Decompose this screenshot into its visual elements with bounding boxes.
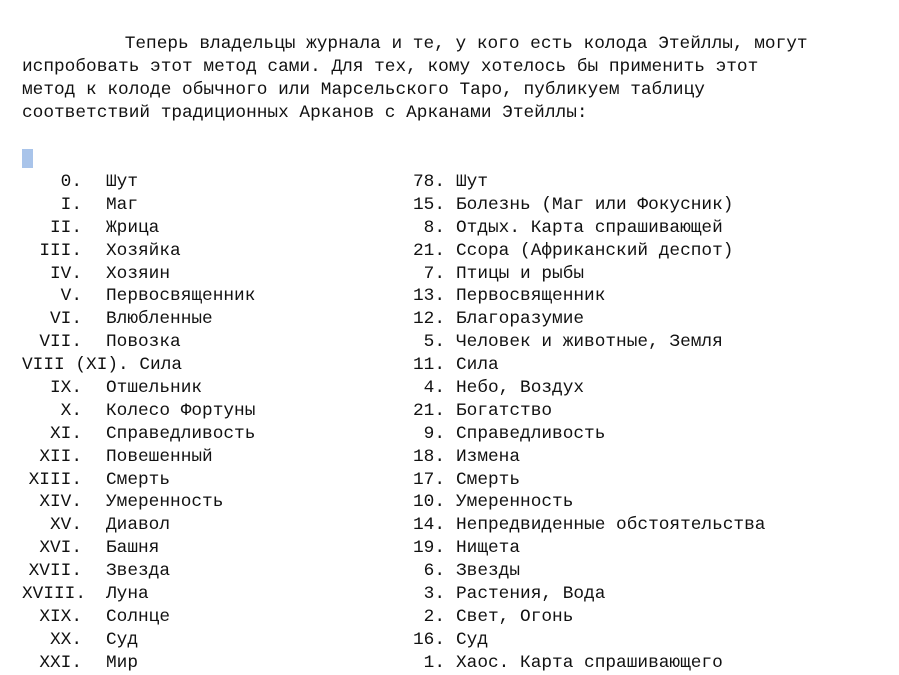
etteilla-arcana-name: Сила [456, 355, 499, 376]
document-body [22, 10, 892, 675]
table-row [22, 629, 892, 652]
correspondence-table [22, 171, 892, 675]
traditional-arcana-name: Звезда [106, 561, 171, 582]
etteilla-arcana-name: Звезды [456, 561, 521, 582]
traditional-arcana-number: I. [60, 194, 82, 215]
table-row [22, 331, 892, 354]
etteilla-arcana-name: Нищета [456, 538, 521, 559]
etteilla-arcana-number: 16. [412, 629, 445, 650]
intro-paragraph [22, 10, 892, 148]
table-row [22, 423, 892, 446]
etteilla-arcana-name: Смерть [456, 469, 521, 490]
traditional-arcana-name: Диавол [106, 515, 171, 536]
etteilla-arcana-name: Справедливость [456, 423, 606, 444]
table-row [22, 263, 892, 286]
traditional-arcana-name: Влюбленные [106, 309, 213, 330]
etteilla-arcana-name: Первосвященник [456, 286, 606, 307]
etteilla-arcana-name: Непредвиденные обстоятельства [456, 515, 766, 536]
table-row [22, 194, 892, 217]
traditional-arcana-number: XI. [49, 423, 82, 444]
text-cursor[interactable] [22, 149, 33, 168]
etteilla-arcana-name: Птицы и рыбы [456, 263, 585, 284]
traditional-arcana-name: Жрица [106, 217, 160, 238]
etteilla-arcana-name: Отдых. Карта спрашивающей [456, 217, 723, 238]
etteilla-arcana-number: 11. [412, 355, 445, 376]
etteilla-arcana-number: 12. [412, 309, 445, 330]
traditional-arcana-name: Повозка [106, 332, 181, 353]
etteilla-arcana-name: Ссора (Африканский деспот) [456, 240, 734, 261]
etteilla-arcana-number: 19. [412, 538, 445, 559]
table-row [22, 171, 892, 194]
table-row [22, 514, 892, 537]
traditional-arcana-number: V. [60, 286, 82, 307]
traditional-arcana-number: II. [49, 217, 82, 238]
etteilla-arcana-name: Свет, Огонь [456, 606, 574, 627]
table-row [22, 285, 892, 308]
etteilla-arcana-number: 10. [412, 492, 445, 513]
table-row [22, 377, 892, 400]
traditional-arcana-number: IX. [49, 378, 82, 399]
etteilla-arcana-number: 4. [423, 378, 445, 399]
etteilla-arcana-name: Богатство [456, 400, 553, 421]
table-row [22, 652, 892, 675]
table-row [22, 537, 892, 560]
traditional-arcana-name: Повешенный [106, 446, 213, 467]
etteilla-arcana-name: Болезнь (Маг или Фокусник) [456, 194, 734, 215]
traditional-arcana-name: Первосвященник [106, 286, 256, 307]
etteilla-arcana-name: Небо, Воздух [456, 378, 585, 399]
table-row [22, 491, 892, 514]
traditional-arcana-name: Смерть [106, 469, 171, 490]
traditional-arcana-number: XIV. [39, 492, 82, 513]
etteilla-arcana-number: 5. [423, 332, 445, 353]
traditional-arcana-number: XVII. [28, 561, 82, 582]
etteilla-arcana-number: 78. [412, 172, 445, 192]
traditional-arcana-number: VI. [49, 309, 82, 330]
traditional-arcana-name: Хозяин [106, 263, 171, 284]
table-row [22, 606, 892, 629]
traditional-arcana-name: Маг [106, 194, 139, 215]
etteilla-arcana-number: 9. [423, 423, 445, 444]
etteilla-arcana-name: Шут [456, 172, 489, 192]
traditional-arcana-name: Луна [106, 584, 149, 605]
traditional-arcana-number: XIX. [39, 606, 82, 627]
traditional-arcana-name: Солнце [106, 606, 171, 627]
traditional-arcana-number: XXI. [39, 652, 82, 673]
etteilla-arcana-number: 17. [412, 469, 445, 490]
traditional-arcana-name: Башня [106, 538, 160, 559]
traditional-arcana-number: VII. [39, 332, 82, 353]
etteilla-arcana-number: 13. [412, 286, 445, 307]
traditional-arcana-name: Умеренность [106, 492, 224, 513]
etteilla-arcana-number: 7. [423, 263, 445, 284]
traditional-arcana-number: X. [60, 400, 82, 421]
traditional-arcana-name: Колесо Фортуны [106, 400, 256, 421]
traditional-arcana-number: IV. [49, 263, 82, 284]
etteilla-arcana-name: Умеренность [456, 492, 574, 513]
table-row [22, 308, 892, 331]
traditional-arcana-number: XVIII. [22, 584, 87, 605]
table-row [22, 469, 892, 492]
traditional-arcana-number: III. [39, 240, 82, 261]
table-row [22, 217, 892, 240]
table-row [22, 583, 892, 606]
traditional-arcana-name: Справедливость [106, 423, 256, 444]
traditional-arcana-number: XX. [49, 629, 82, 650]
table-row [22, 240, 892, 263]
etteilla-arcana-number: 21. [412, 240, 445, 261]
intro-line-3: метод к колоде обычного или Марсельского Таро, публикуем таблицу [22, 80, 705, 100]
etteilla-arcana-name: Суд [456, 629, 489, 650]
traditional-arcana-number: XVI. [39, 538, 82, 559]
table-row [22, 354, 892, 377]
traditional-arcana-name: Суд [106, 629, 139, 650]
traditional-arcana-full: VIII (XI). Сила [22, 355, 183, 376]
etteilla-arcana-number: 2. [423, 606, 445, 627]
traditional-arcana-name: Отшельник [106, 378, 203, 399]
traditional-arcana-number: XII. [39, 446, 82, 467]
etteilla-arcana-number: 3. [423, 584, 445, 605]
etteilla-arcana-name: Растения, Вода [456, 584, 606, 605]
etteilla-arcana-name: Благоразумие [456, 309, 585, 330]
intro-line-2: испробовать этот метод сами. Для тех, кому хотелось бы применить этот [22, 57, 759, 77]
traditional-arcana-name: Шут [106, 172, 139, 192]
etteilla-arcana-name: Человек и животные, Земля [456, 332, 723, 353]
etteilla-arcana-number: 14. [412, 515, 445, 536]
traditional-arcana-number: 0. [60, 172, 82, 192]
table-row [22, 400, 892, 423]
intro-line-4: соответствий традиционных Арканов с Арканами Этейллы: [22, 103, 588, 123]
traditional-arcana-name: Мир [106, 652, 139, 673]
etteilla-arcana-number: 1. [423, 652, 445, 673]
traditional-arcana-name: Хозяйка [106, 240, 181, 261]
etteilla-arcana-name: Измена [456, 446, 521, 467]
traditional-arcana-number: XV. [49, 515, 82, 536]
etteilla-arcana-number: 21. [412, 400, 445, 421]
etteilla-arcana-name: Хаос. Карта спрашивающего [456, 652, 723, 673]
traditional-arcana-number: XIII. [28, 469, 82, 490]
table-row [22, 560, 892, 583]
etteilla-arcana-number: 8. [423, 217, 445, 238]
intro-line-1: Теперь владельцы журнала и те, у кого есть колода Этейллы, могут [124, 34, 808, 54]
etteilla-arcana-number: 15. [412, 194, 445, 215]
etteilla-arcana-number: 6. [423, 561, 445, 582]
etteilla-arcana-number: 18. [412, 446, 445, 467]
table-row [22, 446, 892, 469]
